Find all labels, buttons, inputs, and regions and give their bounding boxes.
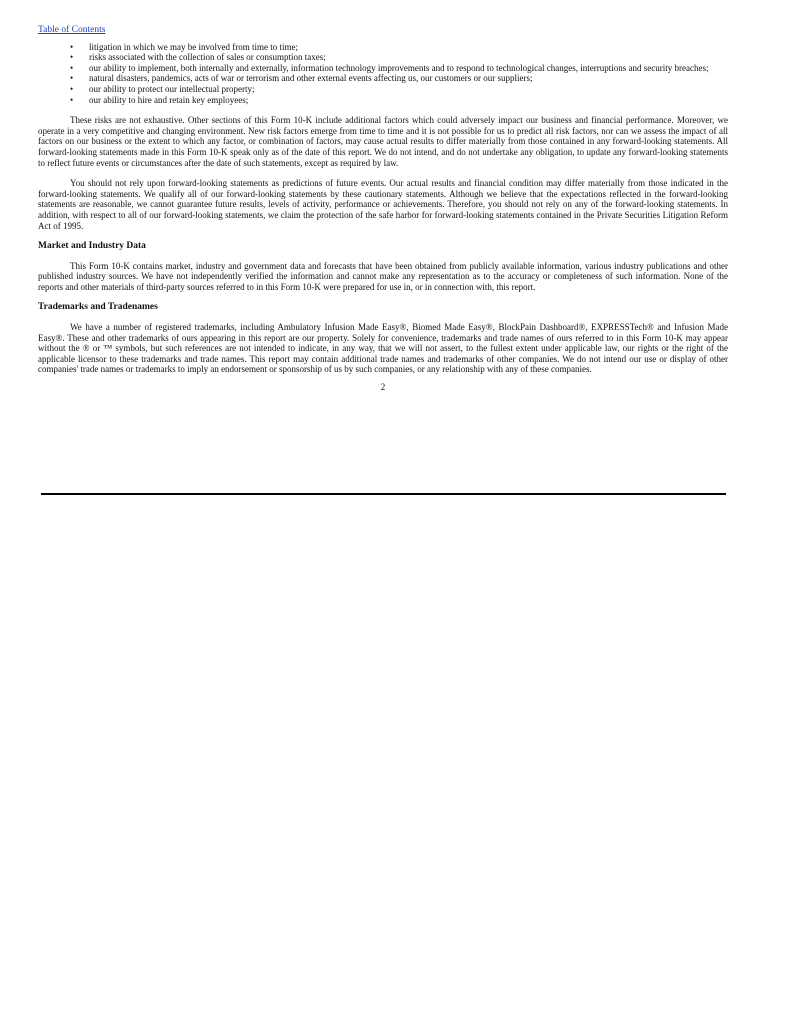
list-item — [38, 84, 728, 95]
document-page — [38, 24, 728, 393]
page-divider — [41, 493, 726, 495]
list-item — [38, 73, 728, 84]
market-industry-paragraph: This Form 10-K contains market, industry and government data and forecasts that have been obtained from publicly available information, various industry publications and other published industry sources. We have not independently verified the information and cannot make any representation as to the accuracy or completeness of such information. None of the reports and other materials of third-party sources referred to in this Form 10-K were prepared for use in, or in connection with, this report. — [38, 260, 728, 292]
list-item-text: our ability to protect our intellectual property; — [89, 83, 255, 94]
risks-not-exhaustive-paragraph: These risks are not exhaustive. Other sections of this Form 10-K include additional factors which could adversely impact our business and financial performance. Moreover, we operate in a very competitive and changing environment. New risk factors emerge from time to time and it is not possible for us to predict all risk factors, nor can we assess the impact of all factors on our business or the extent to which any factor, or combination of factors, may cause actual results to differ materially from those contained in any forward-looking statements. All forward-looking statements made in this Form 10-K speak only as of the date of this report. We do not intend, and do not undertake any obligation, to update any forward-looking statements to reflect future events or circumstances after the date of such statements, except as required by law. — [38, 115, 728, 168]
list-item-text: natural disasters, pandemics, acts of war or terrorism and other external events affecting us, our customers or our suppliers; — [89, 73, 533, 84]
list-item-text: our ability to hire and retain key employees; — [89, 94, 249, 105]
forward-looking-reliance-paragraph: You should not rely upon forward-looking statements as predictions of future events. Our actual results and financial condition may differ materially from those indicated in the forward-looking statements. We qualify all of our forward-looking statements by these cautionary statements. Although we believe that the expectations reflected in the forward-looking statements are reasonable, we cannot guarantee future results, levels of activity, performance or achievements. Therefore, you should not rely on any of the forward-looking statements. In addition, with respect to all of our forward-looking statements, we claim the protection of the safe harbor for forward-looking statements contained in the Private Securities Litigation Reform Act of 1995. — [38, 178, 728, 231]
market-industry-heading: Market and Industry Data — [38, 241, 146, 252]
bullet-icon: • — [70, 94, 74, 105]
list-item-text: our ability to implement, both internally and externally, information technology improvements and to respond to technological changes, interruptions and security breaches; — [89, 62, 709, 73]
list-item-text: litigation in which we may be involved from time to time; — [89, 41, 298, 52]
bullet-icon: • — [70, 62, 74, 73]
page-number: 2 — [380, 382, 386, 393]
trademarks-heading: Trademarks and Tradenames — [38, 302, 158, 313]
bullet-icon: • — [70, 83, 74, 94]
list-item — [38, 95, 728, 106]
bullet-icon: • — [70, 41, 74, 52]
bullet-icon: • — [70, 52, 74, 63]
list-item — [38, 63, 728, 74]
bullet-icon: • — [70, 73, 74, 84]
list-item — [38, 52, 728, 63]
risk-bullet-list — [38, 42, 728, 106]
list-item-text: risks associated with the collection of sales or consumption taxes; — [89, 52, 326, 63]
trademarks-paragraph: We have a number of registered trademarks, including Ambulatory Infusion Made Easy®, Biomed Made Easy®, BlockPain Dashboard®, EXPRESSTech® and Infusion Made Easy®. These and other trademarks of ours appearing in this report are our property. Solely for convenience, trademarks and trade names of ours referred to in this Form 10-K may appear without the ® or ™ symbols, but such references are not intended to indicate, in any way, that we will not assert, to the fullest extent under applicable law, our rights or the right of the applicable licensor to these trademarks and trade names. This report may contain additional trade names and trademarks of other companies. We do not intend our use or display of other companies' trade names or trademarks to imply an endorsement or sponsorship of us by such companies, or any relationship with any of these companies. — [38, 322, 728, 375]
list-item — [38, 42, 728, 53]
table-of-contents-link[interactable]: Table of Contents — [38, 25, 106, 35]
